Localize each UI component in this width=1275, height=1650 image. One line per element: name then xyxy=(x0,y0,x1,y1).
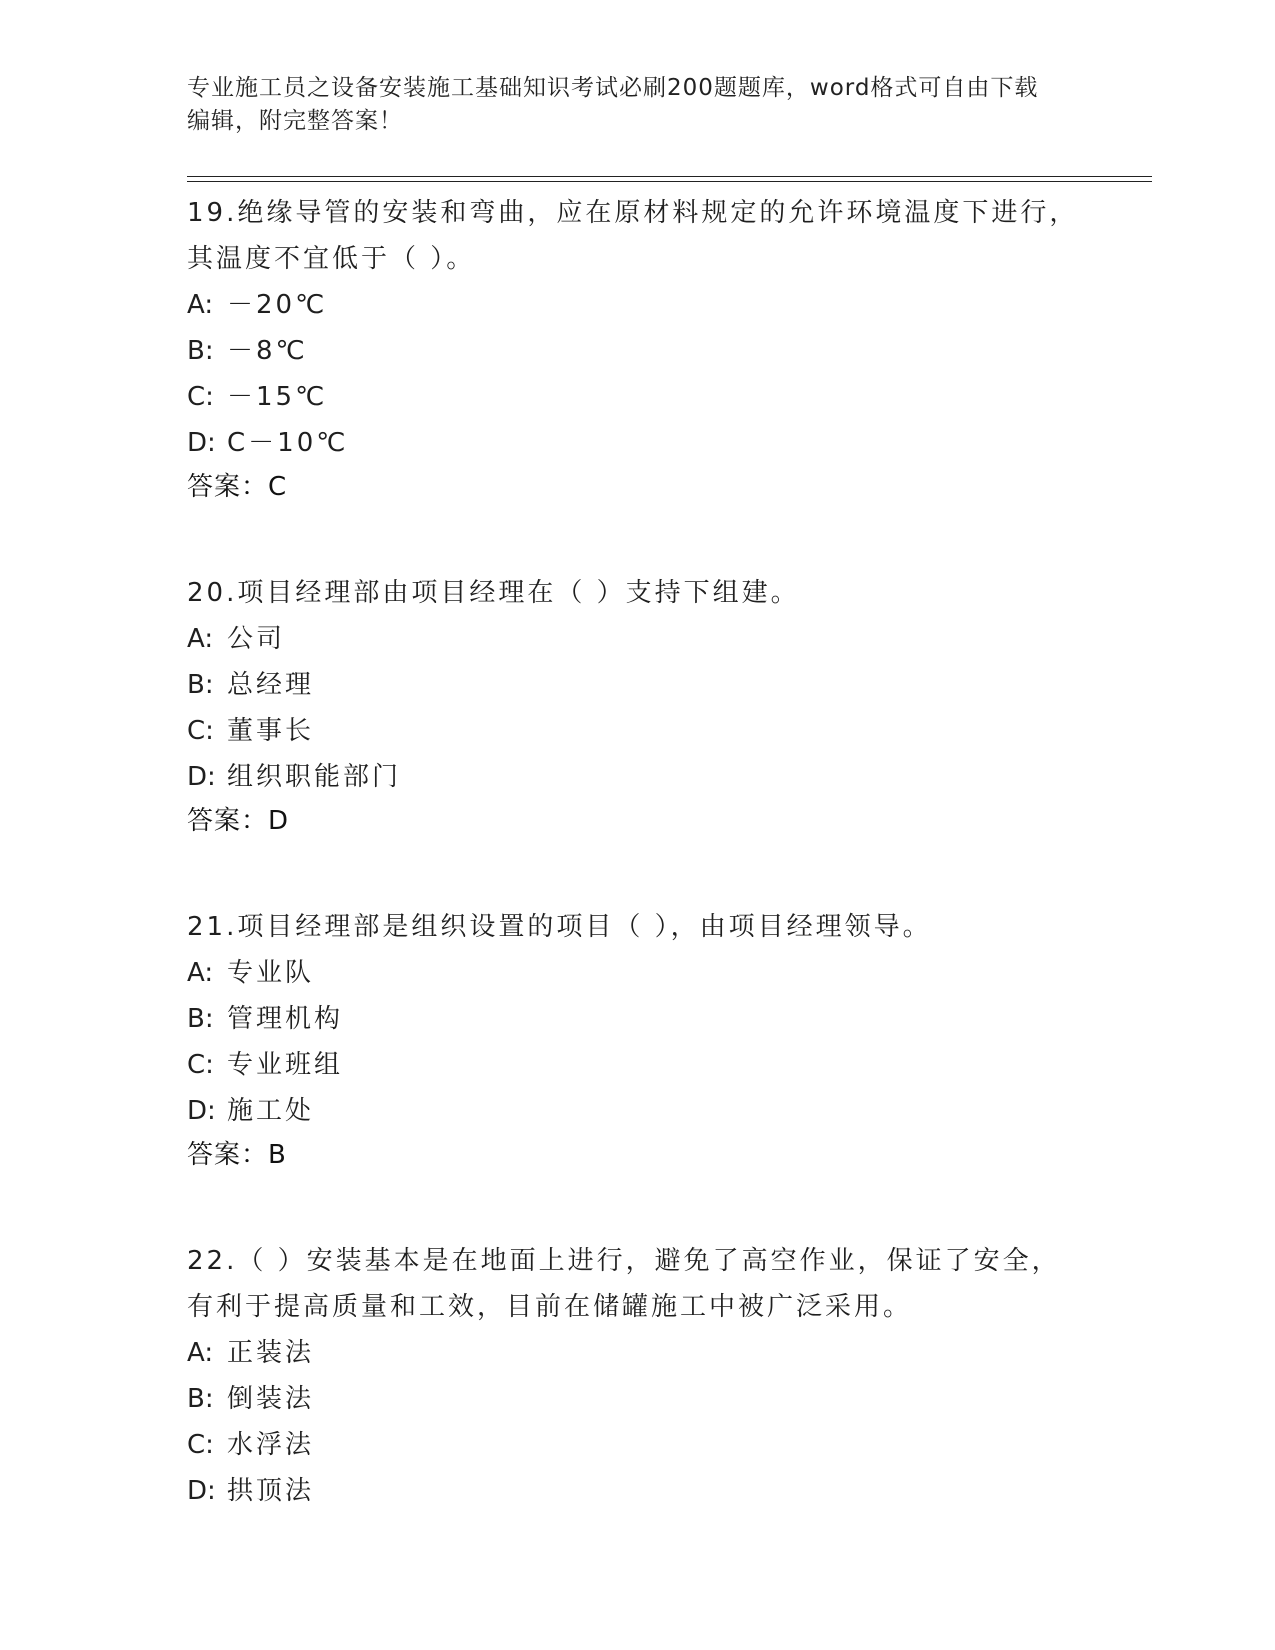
option-key: B: xyxy=(187,1004,214,1034)
option-text: 专业队 xyxy=(227,958,315,988)
question-22 xyxy=(187,1238,1087,1514)
question-stem: 21.项目经理部是组织设置的项目（ ），由项目经理领导。 xyxy=(187,912,932,942)
option-c xyxy=(187,374,1087,420)
option-text: 总经理 xyxy=(227,670,315,700)
option-text: 公司 xyxy=(227,624,286,654)
option-key: C: xyxy=(187,1050,214,1080)
option-a xyxy=(187,1330,1087,1376)
question-19 xyxy=(187,190,1087,466)
option-text: －8℃ xyxy=(227,336,308,366)
question-20 xyxy=(187,570,1087,800)
option-text: 管理机构 xyxy=(227,1004,344,1034)
option-text: 专业班组 xyxy=(227,1050,344,1080)
option-text: 董事长 xyxy=(227,716,315,746)
option-key: A: xyxy=(187,624,214,654)
question-stem-cont: 有利于提高质量和工效，目前在储罐施工中被广泛采用。 xyxy=(187,1292,913,1322)
answer-20: 答案：D xyxy=(187,806,290,836)
question-stem: 22.（ ）安装基本是在地面上进行，避免了高空作业，保证了安全， xyxy=(187,1246,1061,1276)
question-list xyxy=(187,190,1087,1514)
option-a xyxy=(187,616,1087,662)
option-key: D: xyxy=(187,1476,216,1506)
option-key: A: xyxy=(187,958,214,988)
option-text: C－10℃ xyxy=(227,428,349,458)
option-key: C: xyxy=(187,716,214,746)
option-d xyxy=(187,1468,1087,1514)
question-stem: 19.绝缘导管的安装和弯曲，应在原材料规定的允许环境温度下进行， xyxy=(187,198,1079,228)
option-key: C: xyxy=(187,382,214,412)
document-header xyxy=(187,72,1087,138)
option-key: B: xyxy=(187,336,214,366)
option-text: 水浮法 xyxy=(227,1430,315,1460)
option-text: 拱顶法 xyxy=(227,1476,315,1506)
option-text: －20℃ xyxy=(227,290,328,320)
option-d xyxy=(187,754,1087,800)
option-text: 正装法 xyxy=(227,1338,315,1368)
option-b xyxy=(187,662,1087,708)
option-c xyxy=(187,1422,1087,1468)
option-text: 组织职能部门 xyxy=(227,762,402,792)
option-b xyxy=(187,1376,1087,1422)
option-b xyxy=(187,328,1087,374)
option-key: C: xyxy=(187,1430,214,1460)
option-text: 倒装法 xyxy=(227,1384,315,1414)
option-key: A: xyxy=(187,1338,214,1368)
option-b xyxy=(187,996,1087,1042)
option-key: B: xyxy=(187,1384,214,1414)
option-key: D: xyxy=(187,762,216,792)
option-a xyxy=(187,950,1087,996)
spacer xyxy=(187,842,1087,904)
option-key: B: xyxy=(187,670,214,700)
option-d xyxy=(187,1088,1087,1134)
option-text: 施工处 xyxy=(227,1096,315,1126)
spacer xyxy=(187,508,1087,570)
option-a xyxy=(187,282,1087,328)
answer-21: 答案：B xyxy=(187,1140,287,1170)
answer-19: 答案：C xyxy=(187,472,288,502)
option-key: A: xyxy=(187,290,214,320)
option-c xyxy=(187,708,1087,754)
option-c xyxy=(187,1042,1087,1088)
question-21 xyxy=(187,904,1087,1134)
option-d xyxy=(187,420,1087,466)
spacer xyxy=(187,1176,1087,1238)
header-divider-bottom xyxy=(187,181,1152,182)
question-stem: 20.项目经理部由项目经理在（ ）支持下组建。 xyxy=(187,578,800,608)
option-key: D: xyxy=(187,1096,216,1126)
header-line-2: 编辑，附完整答案！ xyxy=(187,108,403,134)
question-stem-cont: 其温度不宜低于（ ）。 xyxy=(187,244,476,274)
option-key: D: xyxy=(187,428,216,458)
header-line-1: 专业施工员之设备安装施工基础知识考试必刷200题题库，word格式可自由下载 xyxy=(187,75,1039,101)
option-text: －15℃ xyxy=(227,382,328,412)
header-divider-top xyxy=(187,176,1152,177)
